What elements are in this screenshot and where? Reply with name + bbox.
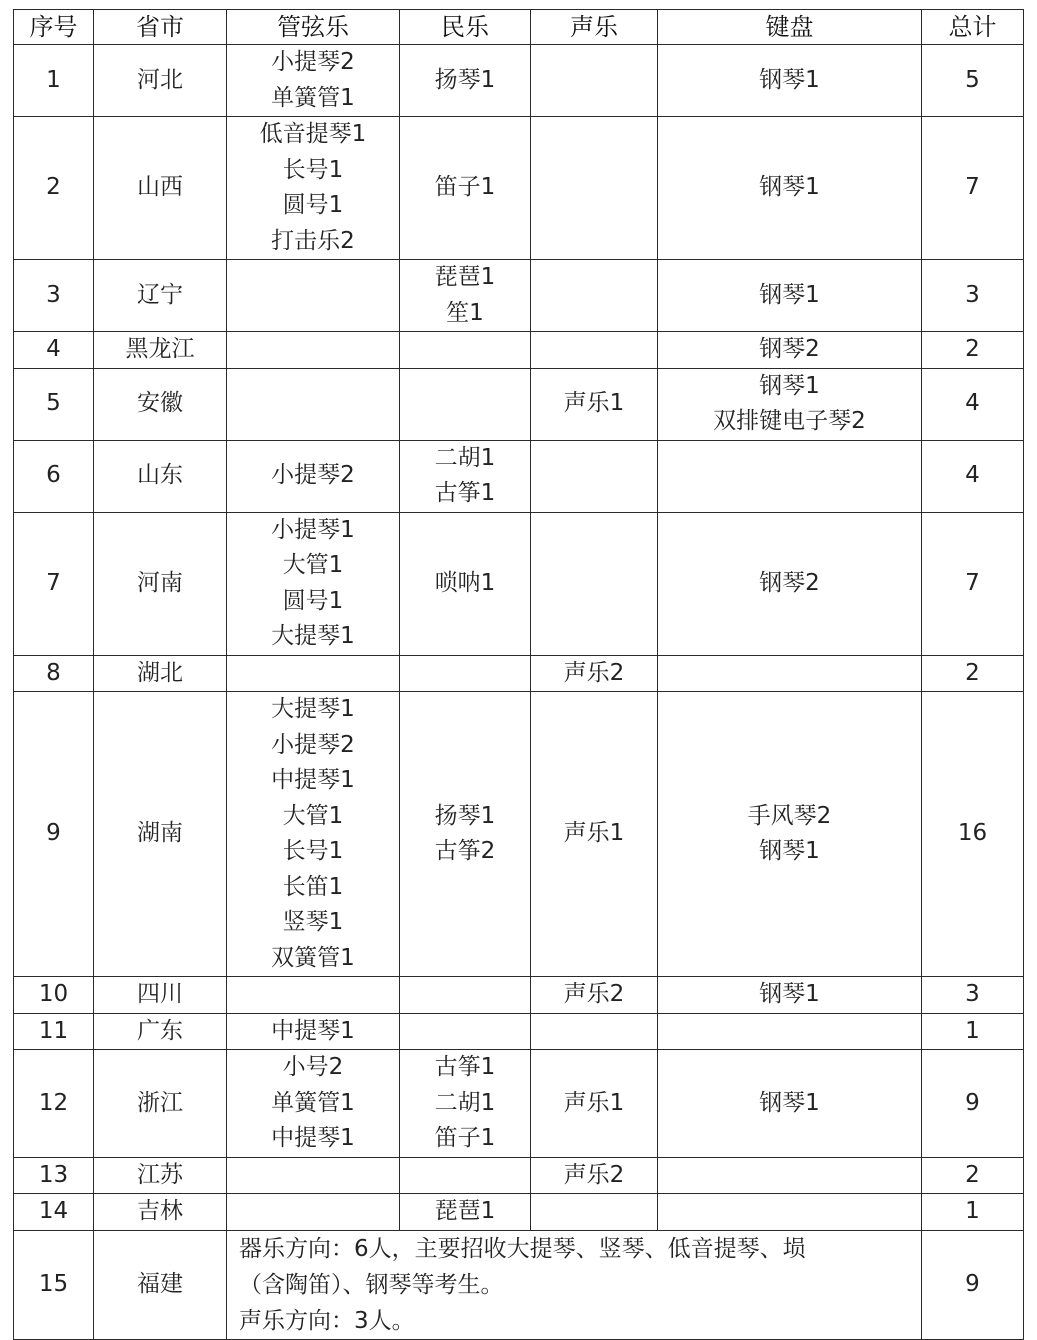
vocal-item: 声乐1 [563,820,625,847]
cell-keyboard [658,1194,922,1231]
cell-total: 3 [922,260,1024,332]
folk-item: 琵琶1 [434,264,496,290]
cell-total: 1 [922,1013,1024,1050]
cell-vocal [531,512,658,655]
cell-no: 3 [14,260,94,332]
orchestral-item: 双簧管1 [271,944,355,971]
cell-total: 2 [922,655,1024,692]
cell-folk [400,655,531,692]
cell-keyboard [658,1050,922,1158]
orchestral-item: 小提琴2 [271,731,355,758]
header-total: 总计 [922,10,1024,45]
cell-total: 9 [922,1050,1024,1158]
cell-province: 广东 [94,1013,227,1050]
folk-item: 扬琴1 [434,66,496,93]
cell-folk [400,1157,531,1194]
cell-folk [400,260,531,332]
header-orchestral: 管弦乐 [227,10,400,45]
orchestral-item: 中提琴1 [271,767,355,793]
keyboard-item: 钢琴2 [759,336,820,362]
cell-folk [400,440,531,512]
cell-province: 安徽 [94,368,227,440]
table-row [14,332,1024,369]
orchestral-item: 单簧管1 [271,1089,355,1116]
table-row [14,117,1024,260]
orchestral-item: 圆号1 [282,192,344,218]
cell-province: 浙江 [94,1050,227,1158]
cell-orchestral [227,45,400,117]
orchestral-item: 小提琴1 [271,516,355,543]
orchestral-item: 小提琴2 [271,462,355,489]
cell-vocal [531,1050,658,1158]
table-row [14,655,1024,692]
cell-no: 2 [14,117,94,260]
table-row [14,1013,1024,1050]
cell-no: 12 [14,1050,94,1158]
keyboard-item: 钢琴1 [759,66,820,93]
cell-province: 四川 [94,977,227,1014]
orchestral-item: 大提琴1 [271,696,355,722]
table-row [14,1194,1024,1231]
cell-orchestral [227,1194,400,1231]
cell-province: 湖南 [94,692,227,977]
cell-orchestral [227,368,400,440]
orchestral-item: 竖琴1 [282,909,344,935]
table-row [14,1157,1024,1194]
cell-orchestral [227,1157,400,1194]
table-row [14,368,1024,440]
vocal-item: 声乐1 [563,390,625,417]
table-row-fujian [14,1230,1024,1339]
cell-orchestral [227,117,400,260]
cell-no: 11 [14,1013,94,1050]
table-row [14,977,1024,1014]
folk-item: 二胡1 [434,1089,496,1116]
folk-item: 唢呐1 [434,569,496,596]
cell-total: 16 [922,692,1024,977]
table-row [14,512,1024,655]
cell-keyboard [658,512,922,655]
cell-vocal [531,45,658,117]
orchestral-item: 长笛1 [282,873,344,900]
cell-folk [400,1013,531,1050]
cell-orchestral [227,332,400,369]
cell-keyboard [658,692,922,977]
orchestral-item: 低音提琴1 [259,121,367,147]
orchestral-item: 大提琴1 [271,623,355,649]
table-row [14,440,1024,512]
cell-keyboard [658,440,922,512]
cell-orchestral [227,440,400,512]
cell-orchestral [227,655,400,692]
table-row [14,260,1024,332]
cell-folk [400,117,531,260]
folk-item: 扬琴1 [434,802,496,829]
cell-vocal [531,368,658,440]
cell-vocal [531,332,658,369]
cell-keyboard [658,117,922,260]
cell-orchestral [227,1013,400,1050]
cell-folk [400,977,531,1014]
table-row [14,1050,1024,1158]
cell-orchestral [227,512,400,655]
orchestral-item: 中提琴1 [271,1125,355,1151]
cell-vocal [531,117,658,260]
cell-folk [400,512,531,655]
keyboard-item: 手风琴2 [747,802,832,829]
cell-province: 河南 [94,512,227,655]
cell-no: 5 [14,368,94,440]
orchestral-item: 大管1 [282,552,344,578]
cell-keyboard [658,1157,922,1194]
keyboard-item: 钢琴2 [759,569,820,596]
folk-item: 笛子1 [434,1125,496,1151]
cell-vocal [531,977,658,1014]
enrollment-table [13,9,1024,1340]
cell-folk [400,692,531,977]
cell-no: 15 [14,1230,94,1339]
cell-keyboard [658,45,922,117]
header-row [14,10,1024,45]
cell-total: 4 [922,440,1024,512]
cell-total: 2 [922,332,1024,369]
keyboard-item: 钢琴1 [759,1089,820,1116]
enrollment-table-container [13,9,1024,1340]
cell-no: 7 [14,512,94,655]
folk-item: 笙1 [446,299,484,326]
cell-orchestral [227,260,400,332]
orchestral-item: 单簧管1 [271,84,355,111]
folk-item: 古筝1 [434,480,496,506]
cell-no: 1 [14,45,94,117]
cell-no: 4 [14,332,94,369]
header-keyboard: 键盘 [658,10,922,45]
vocal-item: 声乐2 [563,659,625,686]
note-line: 器乐方向：6人，主要招收大提琴、竖琴、低音提琴、埙 [239,1235,806,1262]
keyboard-item: 钢琴1 [759,372,820,399]
cell-vocal [531,655,658,692]
orchestral-item: 小提琴2 [271,49,355,75]
cell-folk [400,1050,531,1158]
cell-keyboard [658,332,922,369]
folk-item: 笛子1 [434,174,496,201]
cell-province: 辽宁 [94,260,227,332]
cell-province: 福建 [94,1230,227,1339]
cell-keyboard [658,1013,922,1050]
cell-vocal [531,260,658,332]
cell-folk [400,332,531,369]
note-line: （含陶笛）、钢琴等考生。 [239,1271,504,1298]
header-province: 省市 [94,10,227,45]
cell-no: 9 [14,692,94,977]
orchestral-item: 长号1 [282,156,344,183]
cell-keyboard [658,368,922,440]
note-line: 声乐方向：3人。 [239,1307,415,1334]
cell-total: 7 [922,512,1024,655]
cell-no: 8 [14,655,94,692]
orchestral-item: 中提琴1 [271,1017,355,1044]
table-row [14,692,1024,977]
table-row [14,45,1024,117]
cell-total: 3 [922,977,1024,1014]
cell-vocal [531,692,658,977]
cell-total: 1 [922,1194,1024,1231]
vocal-item: 声乐1 [563,1089,625,1116]
cell-folk [400,45,531,117]
cell-total: 7 [922,117,1024,260]
cell-total: 2 [922,1157,1024,1194]
cell-orchestral [227,977,400,1014]
keyboard-item: 双排键电子琴2 [713,408,866,434]
folk-item: 二胡1 [434,444,496,471]
cell-province: 黑龙江 [94,332,227,369]
keyboard-item: 钢琴1 [759,174,820,201]
cell-province: 湖北 [94,655,227,692]
folk-item: 古筝2 [434,838,496,864]
folk-item: 古筝1 [434,1054,496,1080]
cell-keyboard [658,655,922,692]
cell-total: 4 [922,368,1024,440]
cell-vocal [531,1194,658,1231]
cell-province: 江苏 [94,1157,227,1194]
cell-vocal [531,440,658,512]
cell-folk [400,1194,531,1231]
cell-no: 10 [14,977,94,1014]
cell-province: 吉林 [94,1194,227,1231]
cell-total: 9 [922,1230,1024,1339]
orchestral-item: 小号2 [282,1054,344,1080]
folk-item: 琵琶1 [434,1198,496,1224]
cell-province: 河北 [94,45,227,117]
vocal-item: 声乐2 [563,981,625,1007]
keyboard-item: 钢琴1 [759,838,820,864]
cell-no: 13 [14,1157,94,1194]
cell-orchestral [227,692,400,977]
keyboard-item: 钢琴1 [759,981,820,1007]
cell-keyboard [658,977,922,1014]
cell-province: 山东 [94,440,227,512]
keyboard-item: 钢琴1 [759,281,820,308]
cell-no: 6 [14,440,94,512]
cell-folk [400,368,531,440]
cell-orchestral [227,1050,400,1158]
header-folk: 民乐 [400,10,531,45]
cell-vocal [531,1157,658,1194]
orchestral-item: 打击乐2 [271,227,355,254]
vocal-item: 声乐2 [563,1161,625,1188]
orchestral-item: 长号1 [282,838,344,864]
header-no: 序号 [14,10,94,45]
cell-no: 14 [14,1194,94,1231]
orchestral-item: 大管1 [282,802,344,829]
orchestral-item: 圆号1 [282,587,344,614]
cell-province: 山西 [94,117,227,260]
header-vocal: 声乐 [531,10,658,45]
cell-keyboard [658,260,922,332]
cell-total: 5 [922,45,1024,117]
cell-note [227,1230,922,1339]
cell-vocal [531,1013,658,1050]
